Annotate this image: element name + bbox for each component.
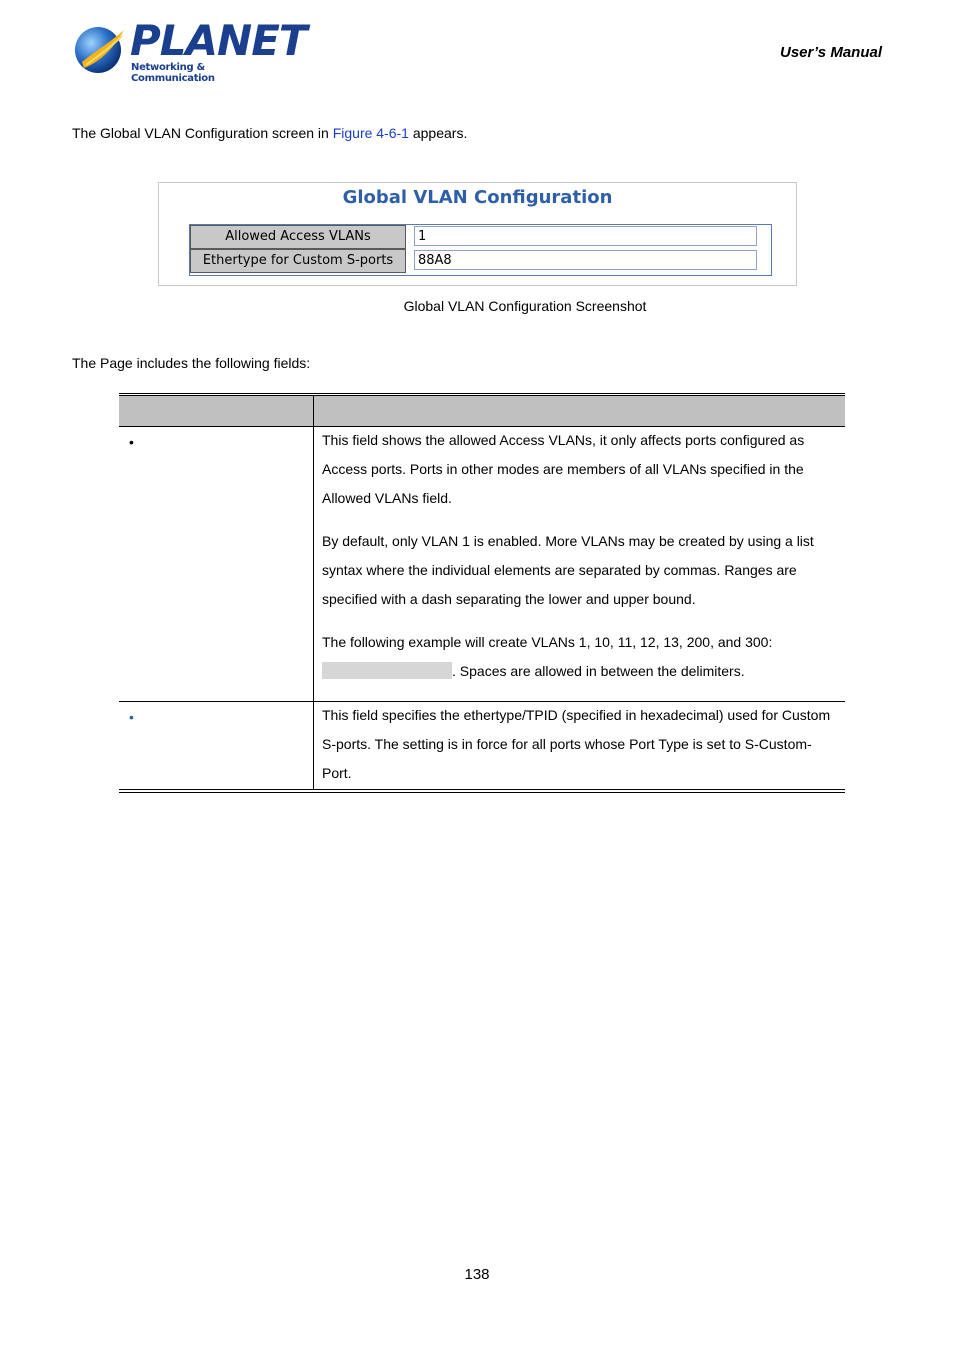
row1-bullet: • xyxy=(129,434,134,450)
config-table xyxy=(189,224,772,276)
global-vlan-config-screenshot xyxy=(158,182,797,286)
brand-tagline: Networking & Communication xyxy=(131,62,215,84)
row1-example-line xyxy=(322,657,837,686)
ethertype-label: Ethertype for Custom S-ports xyxy=(190,249,406,273)
table-bottom-rule xyxy=(119,789,845,793)
config-row-allowed-vlans xyxy=(190,225,771,249)
figure-caption: Global VLAN Configuration Screenshot xyxy=(403,298,647,314)
page-number: 138 xyxy=(464,1266,490,1283)
row2-description xyxy=(322,701,837,802)
row2-para1: This field specifies the ethertype/TPID (specified in hexadecimal) used for Custom S-ports. The setting is in force for all ports whose Port Type is set to S-Custom-Port. xyxy=(322,707,831,781)
example-placeholder xyxy=(322,662,452,679)
allowed-vlans-label: Allowed Access VLANs xyxy=(190,225,406,249)
manual-label: User’s Manual xyxy=(780,44,882,61)
brand-name: PLANET xyxy=(130,16,307,65)
config-title: Global VLAN Configuration xyxy=(342,187,613,208)
table-header-row xyxy=(119,396,845,426)
row1-tail: . Spaces are allowed in between the delimiters. xyxy=(452,663,745,679)
table-header-divider xyxy=(313,396,314,426)
intro-after: appears. xyxy=(408,125,468,141)
intro-before: The Global VLAN Configuration screen in xyxy=(72,125,333,141)
figure-link[interactable]: Figure 4-6-1 xyxy=(332,125,409,141)
row1-para1: This field shows the allowed Access VLANs, it only affects ports configured as Access ports. Ports in other modes are members of all VLANs specified in the Allowed VLANs field. xyxy=(322,432,805,506)
planet-logo xyxy=(74,16,307,84)
table-column-divider xyxy=(313,427,314,790)
intro-text xyxy=(72,125,467,141)
row2-bullet: • xyxy=(129,709,134,725)
config-row-ethertype xyxy=(190,249,771,273)
row1-para2: By default, only VLAN 1 is enabled. More VLANs may be created by using a list syntax where the individual elements are separated by commas. Ranges are specified with a dash separating the lower and upper bound. xyxy=(322,533,814,607)
ethertype-input[interactable]: 88A8 xyxy=(414,250,757,270)
row1-description xyxy=(322,426,837,686)
fields-intro: The Page includes the following fields: xyxy=(72,355,311,371)
row1-para3: The following example will create VLANs 1, 10, 11, 12, 13, 200, and 300: xyxy=(322,634,773,650)
allowed-vlans-input[interactable]: 1 xyxy=(414,226,757,246)
globe-icon xyxy=(74,22,126,76)
